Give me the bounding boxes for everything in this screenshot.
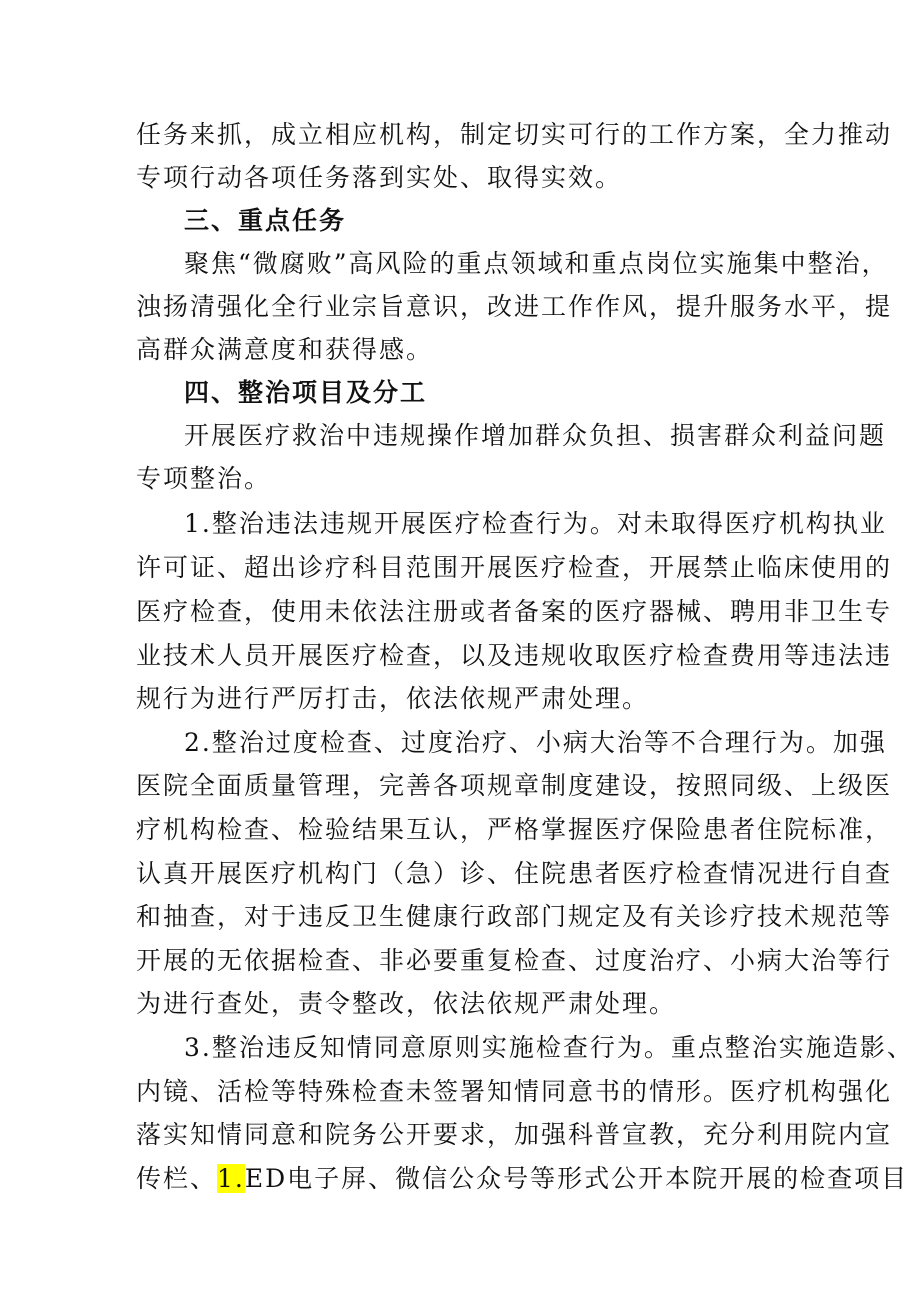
- section-heading-4: 四、整治项目及分工: [184, 378, 428, 407]
- paragraph-line: 专项行动各项任务落到实处、取得实效。: [136, 163, 623, 192]
- paragraph-line: 高群众满意度和获得感。: [136, 335, 434, 364]
- paragraph-line: 聚焦“微腐败”高风险的重点领域和重点岗位实施集中整治，: [184, 249, 889, 278]
- paragraph-line: 开展医疗救治中违规操作增加群众负担、损害群众利益问题: [184, 421, 887, 450]
- paragraph-line: 为进行查处，责令整改，依法依规严肃处理。: [136, 989, 677, 1018]
- paragraph-line: 3.整治违反知情同意原则实施检查行为。重点整治实施造影、: [184, 1033, 914, 1062]
- line-text: ED电子屏、微信公众号等形式公开本院开展的检查项目: [244, 1164, 909, 1193]
- paragraph-line: 1.整治违法违规开展医疗检查行为。对未取得医疗机构执业: [184, 509, 887, 538]
- paragraph-line: 和抽查，对于违反卫生健康行政部门规定及有关诊疗技术规范等: [136, 902, 893, 931]
- line-text: 传栏、: [136, 1164, 218, 1193]
- paragraph-line: 业技术人员开展医疗检查，以及违规收取医疗检查费用等违法违: [136, 641, 893, 670]
- paragraph-line: 内镜、活检等特殊检查未签署知情同意书的情形。医疗机构强化: [136, 1077, 893, 1106]
- paragraph-line: 认真开展医疗机构门（急）诊、住院患者医疗检查情况进行自查: [136, 859, 893, 888]
- highlighted-text: 1.: [217, 1164, 245, 1193]
- paragraph-line: 落实知情同意和院务公开要求，加强科普宣教，充分利用院内宣: [136, 1120, 893, 1149]
- paragraph-line: 开展的无依据检查、非必要重复检查、过度治疗、小病大治等行: [136, 946, 893, 975]
- paragraph-line: 医疗检查，使用未依法注册或者备案的医疗器械、聘用非卫生专: [136, 597, 893, 626]
- section-heading-3: 三、重点任务: [184, 206, 347, 235]
- paragraph-line: [136, 1164, 908, 1194]
- paragraph-line: 专项整治。: [136, 464, 272, 493]
- paragraph-line: 许可证、超出诊疗科目范围开展医疗检查，开展禁止临床使用的: [136, 553, 893, 582]
- paragraph-line: 任务来抓，成立相应机构，制定切实可行的工作方案，全力推动: [136, 120, 893, 149]
- paragraph-line: 2.整治过度检查、过度治疗、小病大治等不合理行为。加强: [184, 728, 887, 757]
- paragraph-line: 规行为进行严厉打击，依法依规严肃处理。: [136, 684, 650, 713]
- paragraph-line: 浊扬清强化全行业宗旨意识，改进工作作风，提升服务水平，提: [136, 292, 893, 321]
- paragraph-line: 疗机构检查、检验结果互认，严格掌握医疗保险患者住院标准，: [136, 815, 893, 844]
- paragraph-line: 医院全面质量管理，完善各项规章制度建设，按照同级、上级医: [136, 771, 893, 800]
